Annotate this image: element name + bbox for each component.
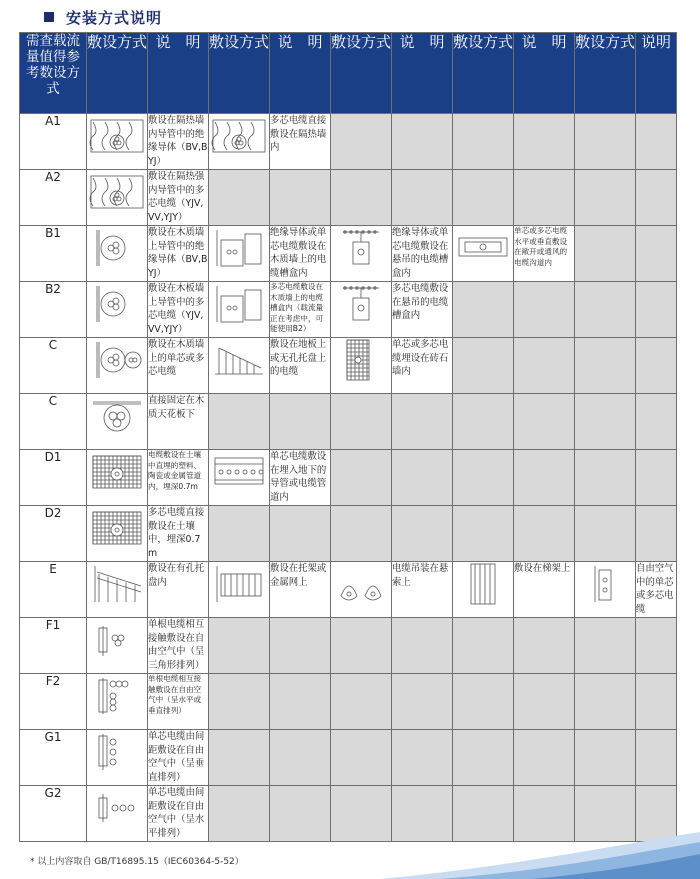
empty-cell bbox=[209, 786, 270, 842]
header-method: 敷设方式 bbox=[453, 33, 514, 114]
empty-cell bbox=[575, 226, 636, 282]
table-row bbox=[20, 674, 677, 730]
empty-cell bbox=[331, 506, 392, 562]
wall-trunking-multicore-icon bbox=[209, 282, 270, 338]
empty-cell bbox=[209, 170, 270, 226]
method-description: 绝缘导体或单芯电缆敷设在悬吊的电缆槽盒内 bbox=[392, 226, 453, 282]
empty-cell bbox=[636, 394, 677, 450]
spaced-vertical-icon bbox=[87, 730, 148, 786]
reference-method-code: A1 bbox=[20, 114, 87, 170]
insulated-wall-multicore-icon bbox=[87, 170, 148, 226]
method-description: 绝缘导体或单芯电缆敷设在木质墙上的电缆槽盒内 bbox=[270, 226, 331, 282]
decorative-wave bbox=[380, 828, 700, 879]
reference-method-code: E bbox=[20, 562, 87, 618]
empty-cell bbox=[514, 506, 575, 562]
suspended-trunking-multicore-icon bbox=[331, 282, 392, 338]
cable-ladder-icon bbox=[453, 562, 514, 618]
empty-cell bbox=[636, 618, 677, 674]
method-description: 敷设在梯架上 bbox=[514, 562, 575, 618]
empty-cell bbox=[636, 338, 677, 394]
method-description: 单芯电缆由间距敷设在自由空气中（呈垂直排列） bbox=[148, 730, 209, 786]
method-description: 敷设在地板上或无孔托盘上的电缆 bbox=[270, 338, 331, 394]
title-square-icon bbox=[44, 12, 54, 22]
empty-cell bbox=[636, 114, 677, 170]
empty-cell bbox=[331, 618, 392, 674]
table-row bbox=[20, 618, 677, 674]
insulated-wall-conduit-icon bbox=[87, 114, 148, 170]
wall-trunking-icon bbox=[209, 226, 270, 282]
reference-method-code: C bbox=[20, 338, 87, 394]
table-row bbox=[20, 338, 677, 394]
empty-cell bbox=[392, 506, 453, 562]
empty-cell bbox=[209, 730, 270, 786]
empty-cell bbox=[636, 170, 677, 226]
table-row bbox=[20, 282, 677, 338]
empty-cell bbox=[575, 394, 636, 450]
free-air-icon bbox=[575, 562, 636, 618]
method-description: 敷设在有孔托盘内 bbox=[148, 562, 209, 618]
empty-cell bbox=[270, 730, 331, 786]
method-description: 敷设在木板墙上导管中的多芯电缆（YJV,VV,YJY） bbox=[148, 282, 209, 338]
header-desc: 说 明 bbox=[514, 33, 575, 114]
method-description: 单芯或多芯电缆水平或垂直敷设在敞开或通风的电缆沟道内 bbox=[514, 226, 575, 282]
empty-cell bbox=[453, 618, 514, 674]
empty-cell bbox=[514, 114, 575, 170]
header-method: 敷设方式 bbox=[209, 33, 270, 114]
empty-cell bbox=[270, 170, 331, 226]
table-row bbox=[20, 170, 677, 226]
header-reference-method: 需查载流量值得参考数设方式 bbox=[20, 33, 87, 114]
empty-cell bbox=[636, 226, 677, 282]
method-description: 敷设在托架或金属网上 bbox=[270, 562, 331, 618]
empty-cell bbox=[270, 674, 331, 730]
masonry-wall-icon bbox=[331, 338, 392, 394]
table-row bbox=[20, 226, 677, 282]
method-description: 单芯电缆敷设在埋入地下的导管或电缆管道内 bbox=[270, 450, 331, 506]
empty-cell bbox=[575, 730, 636, 786]
reference-method-code: C bbox=[20, 394, 87, 450]
empty-cell bbox=[331, 730, 392, 786]
empty-cell bbox=[331, 450, 392, 506]
method-description: 单芯电缆由间距敷设在自由空气中（呈水平排列） bbox=[148, 786, 209, 842]
table-header-row bbox=[20, 33, 677, 114]
empty-cell bbox=[453, 506, 514, 562]
empty-cell bbox=[392, 450, 453, 506]
empty-cell bbox=[575, 338, 636, 394]
buried-duct-icon bbox=[87, 450, 148, 506]
method-description: 敷设在木质墙上导管中的绝缘导体（BV,BYJ） bbox=[148, 226, 209, 282]
reference-method-code: B1 bbox=[20, 226, 87, 282]
ceiling-fixed-icon bbox=[87, 394, 148, 450]
method-description: 直接固定在木质天花板下 bbox=[148, 394, 209, 450]
method-description: 单根电缆相互接触敷设在自由空气中（呈水平或垂直排列） bbox=[148, 674, 209, 730]
method-description: 电缆吊装在悬索上 bbox=[392, 562, 453, 618]
empty-cell bbox=[575, 674, 636, 730]
empty-cell bbox=[209, 618, 270, 674]
method-description: 电缆敷设在土壤中直埋的塑料、陶瓷或金属管道内，埋深0.7m bbox=[148, 450, 209, 506]
empty-cell bbox=[575, 618, 636, 674]
empty-cell bbox=[453, 450, 514, 506]
method-description: 多芯电缆直接敷设在隔热墙内 bbox=[270, 114, 331, 170]
empty-cell bbox=[514, 618, 575, 674]
section-title bbox=[44, 6, 162, 28]
empty-cell bbox=[453, 674, 514, 730]
empty-cell bbox=[392, 674, 453, 730]
floor-channel-icon bbox=[453, 226, 514, 282]
empty-cell bbox=[209, 506, 270, 562]
empty-cell bbox=[453, 170, 514, 226]
empty-cell bbox=[575, 450, 636, 506]
page-title: 安装方式说明 bbox=[66, 8, 163, 27]
flat-touching-icon bbox=[87, 674, 148, 730]
wood-wall-conduit-icon bbox=[87, 226, 148, 282]
reference-method-code: D1 bbox=[20, 450, 87, 506]
reference-method-code: A2 bbox=[20, 170, 87, 226]
reference-method-code: G2 bbox=[20, 786, 87, 842]
empty-cell bbox=[453, 114, 514, 170]
empty-cell bbox=[331, 170, 392, 226]
empty-cell bbox=[514, 282, 575, 338]
header-desc: 说明 bbox=[636, 33, 677, 114]
empty-cell bbox=[575, 506, 636, 562]
empty-cell bbox=[636, 674, 677, 730]
reference-method-code: F1 bbox=[20, 618, 87, 674]
empty-cell bbox=[392, 618, 453, 674]
empty-cell bbox=[453, 282, 514, 338]
method-description: 敷设在木质墙上的单芯或多芯电缆 bbox=[148, 338, 209, 394]
suspended-trunking-icon bbox=[331, 226, 392, 282]
header-desc: 说 明 bbox=[392, 33, 453, 114]
trefoil-touching-icon bbox=[87, 618, 148, 674]
empty-cell bbox=[575, 114, 636, 170]
empty-cell bbox=[575, 282, 636, 338]
ladder-tray-icon bbox=[209, 562, 270, 618]
empty-cell bbox=[575, 170, 636, 226]
method-description: 多芯电缆敷设在悬吊的电缆槽盒内 bbox=[392, 282, 453, 338]
empty-cell bbox=[331, 394, 392, 450]
empty-cell bbox=[514, 338, 575, 394]
empty-cell bbox=[514, 674, 575, 730]
header-method: 敷设方式 bbox=[331, 33, 392, 114]
floor-tray-icon bbox=[209, 338, 270, 394]
catenary-icon bbox=[331, 562, 392, 618]
reference-method-code: F2 bbox=[20, 674, 87, 730]
method-description: 敷设在隔热强内导管中的多芯电缆（YJV,VV,YJY） bbox=[148, 170, 209, 226]
method-description: 单根电缆相互接触敷设在自由空气中（呈三角形排列） bbox=[148, 618, 209, 674]
empty-cell bbox=[514, 450, 575, 506]
table-row bbox=[20, 394, 677, 450]
empty-cell bbox=[270, 786, 331, 842]
reference-method-code: D2 bbox=[20, 506, 87, 562]
empty-cell bbox=[209, 394, 270, 450]
empty-cell bbox=[270, 394, 331, 450]
table-row bbox=[20, 730, 677, 786]
spaced-horizontal-icon bbox=[87, 786, 148, 842]
empty-cell bbox=[636, 282, 677, 338]
method-description: 单芯或多芯电缆埋设在砖石墙内 bbox=[392, 338, 453, 394]
header-method: 敷设方式 bbox=[87, 33, 148, 114]
table-row bbox=[20, 114, 677, 170]
table-row bbox=[20, 562, 677, 618]
empty-cell bbox=[270, 618, 331, 674]
underground-duct-icon bbox=[209, 450, 270, 506]
empty-cell bbox=[453, 730, 514, 786]
empty-cell bbox=[514, 394, 575, 450]
footnote: * 以上内容取自 GB/T16895.15（IEC60364-5-52） bbox=[30, 857, 244, 867]
empty-cell bbox=[514, 730, 575, 786]
wood-wall-clipped-icon bbox=[87, 338, 148, 394]
installation-table bbox=[19, 32, 677, 842]
method-description: 多芯电缆直接敷设在土壤中，埋深0.7m bbox=[148, 506, 209, 562]
empty-cell bbox=[636, 730, 677, 786]
empty-cell bbox=[636, 450, 677, 506]
empty-cell bbox=[453, 394, 514, 450]
method-description: 多芯电缆敷设在木质墙上的电缆槽盒内（载流量正在考虑中，可能使用B2） bbox=[270, 282, 331, 338]
empty-cell bbox=[514, 170, 575, 226]
empty-cell bbox=[331, 674, 392, 730]
reference-method-code: B2 bbox=[20, 282, 87, 338]
method-description: 自由空气中的单芯或多芯电缆 bbox=[636, 562, 677, 618]
reference-method-code: G1 bbox=[20, 730, 87, 786]
table-row bbox=[20, 506, 677, 562]
empty-cell bbox=[392, 730, 453, 786]
table-row bbox=[20, 450, 677, 506]
empty-cell bbox=[331, 114, 392, 170]
empty-cell bbox=[453, 338, 514, 394]
header-desc: 说 明 bbox=[270, 33, 331, 114]
method-description: 敷设在隔热墙内导管中的绝缘导体（BV,BYJ） bbox=[148, 114, 209, 170]
empty-cell bbox=[636, 506, 677, 562]
insulated-wall-cable-icon bbox=[209, 114, 270, 170]
empty-cell bbox=[392, 114, 453, 170]
header-method: 敷设方式 bbox=[575, 33, 636, 114]
empty-cell bbox=[209, 674, 270, 730]
direct-buried-icon bbox=[87, 506, 148, 562]
perforated-tray-icon bbox=[87, 562, 148, 618]
header-desc: 说 明 bbox=[148, 33, 209, 114]
wood-board-conduit-icon bbox=[87, 282, 148, 338]
empty-cell bbox=[270, 506, 331, 562]
empty-cell bbox=[392, 170, 453, 226]
empty-cell bbox=[392, 394, 453, 450]
